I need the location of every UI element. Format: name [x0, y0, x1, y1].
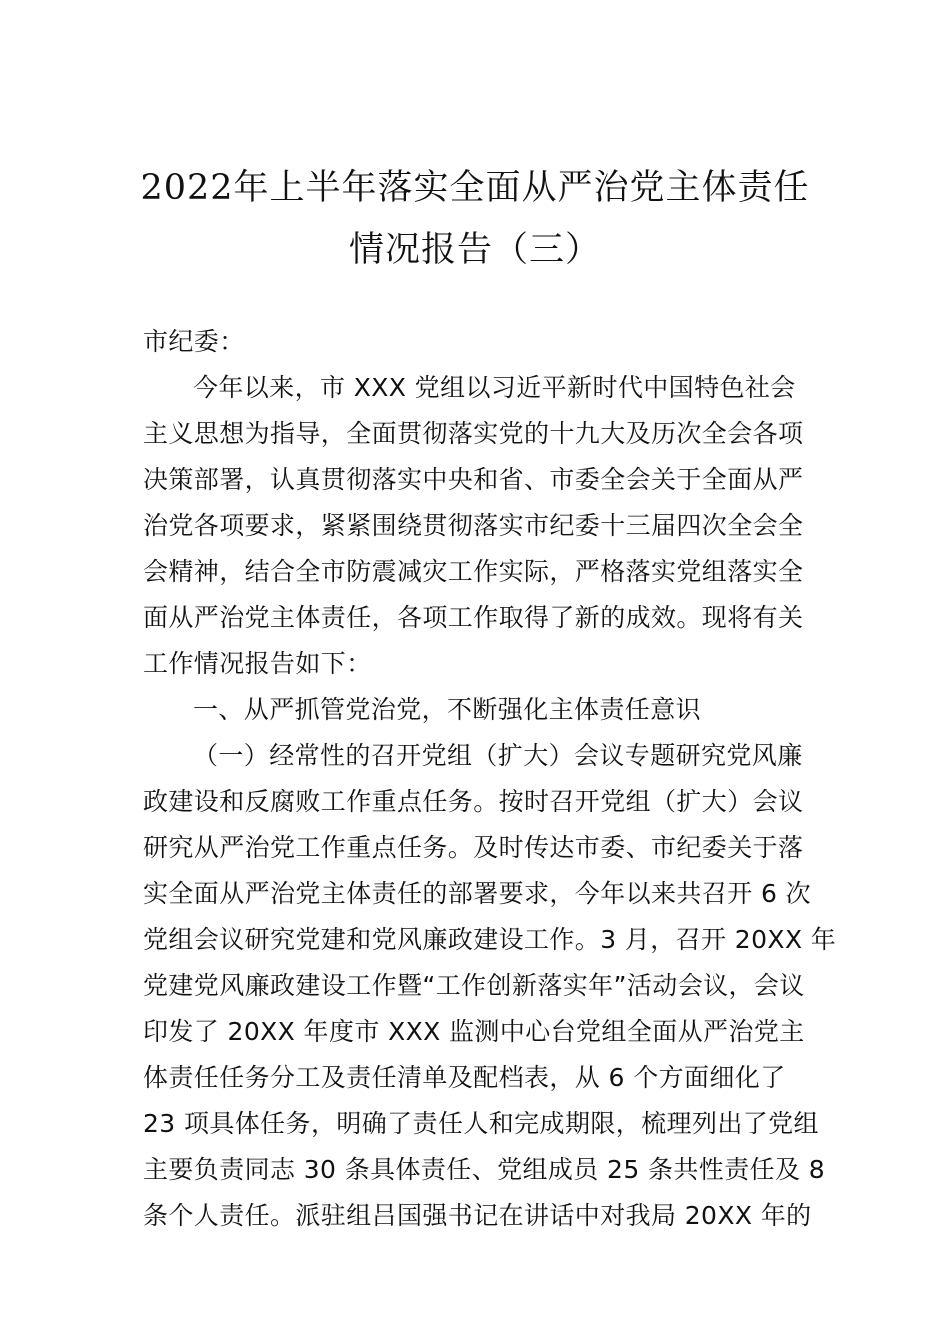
body-line: 体责任任务分工及责任清单及配档表，从 6 个方面细化了 — [143, 1063, 786, 1092]
section-heading: 一、从严抓管党治党，不断强化主体责任意识 — [193, 695, 702, 724]
salutation: 市纪委： — [143, 327, 245, 356]
body-line: 治党各项要求，紧紧围绕贯彻落实市纪委十三届四次全会全 — [143, 511, 804, 540]
body-line: 主要负责同志 30 条具体责任、党组成员 25 条共性责任及 8 — [143, 1155, 826, 1184]
body-line: 印发了 20XX 年度市 XXX 监测中心台党组全面从严治党主 — [143, 1017, 805, 1046]
body-line: 决策部署，认真贯彻落实中央和省、市委全会关于全面从严 — [143, 465, 804, 494]
body-line: 今年以来，市 XXX 党组以习近平新时代中国特色社会 — [193, 373, 796, 402]
document-title-line-2: 情况报告（三） — [348, 230, 601, 270]
body-line: 23 项具体任务，明确了责任人和完成期限，梳理列出了党组 — [143, 1109, 819, 1138]
body-line: 党建党风廉政建设工作暨“工作创新落实年”活动会议，会议 — [143, 971, 805, 1000]
body-line: 条个人责任。派驻组吕国强书记在讲话中对我局 20XX 年的 — [143, 1201, 812, 1230]
body-line: 主义思想为指导，全面贯彻落实党的十九大及历次全会各项 — [143, 419, 804, 448]
body-line: 会精神，结合全市防震减灾工作实际，严格落实党组落实全 — [143, 557, 804, 586]
body-line: 面从严治党主体责任，各项工作取得了新的成效。现将有关 — [143, 603, 804, 632]
body-line: 研究从严治党工作重点任务。及时传达市委、市纪委关于落 — [143, 833, 804, 862]
body-line: 党组会议研究党建和党风廉政建设工作。3 月，召开 20XX 年 — [143, 925, 837, 954]
subsection-heading: （一）经常性的召开党组（扩大）会议专题研究党风廉 — [193, 741, 803, 770]
document-title-line-1: 2022年上半年落实全面从严治党主体责任 — [140, 168, 810, 208]
body-line: 工作情况报告如下： — [143, 649, 372, 678]
body-line: 政建设和反腐败工作重点任务。按时召开党组（扩大）会议 — [143, 787, 804, 816]
body-line: 实全面从严治党主体责任的部署要求，今年以来共召开 6 次 — [143, 879, 812, 908]
